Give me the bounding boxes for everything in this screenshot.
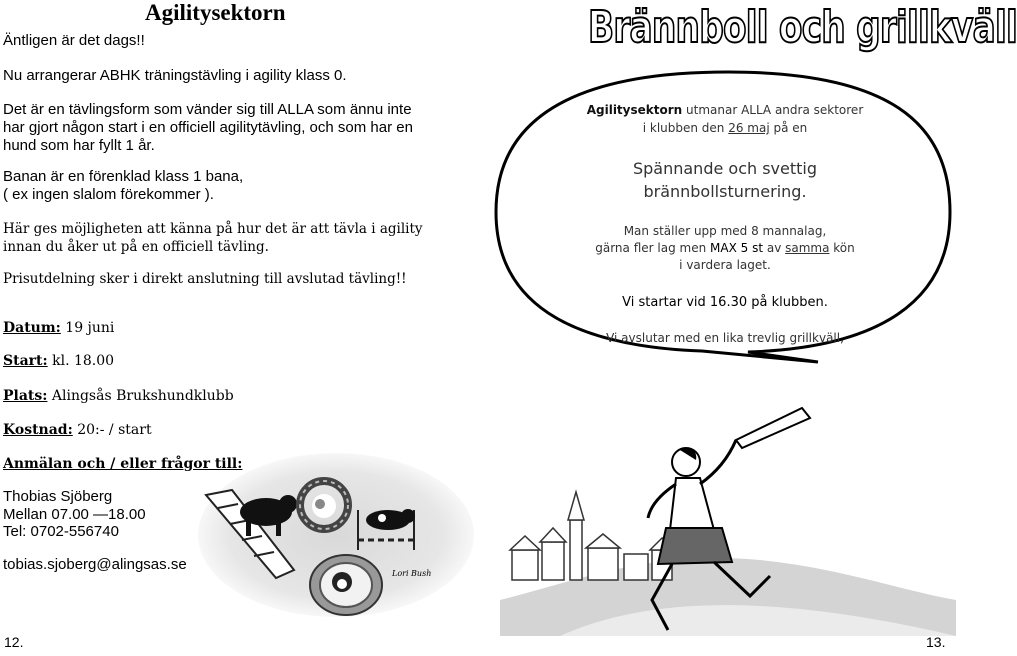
page-number-left: 12. (4, 634, 24, 650)
contact-phone: Tel: 0702-556740 (3, 523, 119, 540)
datum-value: 19 juni (60, 320, 115, 336)
kostnad-value: 20:- / start (72, 422, 152, 438)
tunnel (310, 555, 382, 615)
contact-hours: Mellan 07.00 —18.00 (3, 506, 146, 523)
paragraph-3-line: ( ex ingen slalom förekommer ). (3, 186, 214, 203)
paragraph-5: Prisutdelning sker i direkt anslutning till avslutad tävling!! (3, 271, 407, 287)
paragraph-2-line: Det är en tävlingsform som vänder sig till ALLA som ännu inte (3, 101, 412, 118)
datum-label: Datum: (3, 320, 61, 336)
start-row (3, 353, 114, 369)
batter-illustration (500, 400, 956, 636)
paragraph-2-line: har gjort någon start i en officiell agilitytävling, och som har en (3, 119, 413, 136)
bubble-line-9: Vi avslutar med en lika trevlig grillkväll, (606, 331, 844, 345)
bubble-line-4: brännbollsturnering. (643, 182, 807, 201)
contact-heading: Anmälan och / eller frågor till: (3, 456, 243, 472)
paragraph-2-line: hund som har fyllt 1 år. (3, 137, 155, 154)
bubble-line-8: Vi startar vid 16.30 på klubben. (622, 295, 828, 310)
event-title: Brännboll och grillkväll (588, 2, 1017, 53)
bubble-line-5: Man ställer upp med 8 mannalag, (623, 224, 827, 238)
bubble-line-6: gärna fler lag men MAX 5 st av samma kön (595, 241, 855, 255)
section-heading: Agilitysektorn (145, 0, 286, 25)
plats-value: Alingsås Brukshundklubb (47, 388, 234, 404)
bubble-line-3: Spännande och svettig (632, 159, 818, 178)
start-label: Start: (3, 353, 48, 369)
paragraph-4-line: innan du åker ut på en officiell tävling. (3, 239, 269, 255)
illustrator-signature: Lori Bush (392, 569, 432, 578)
start-value: kl. 18.00 (47, 353, 115, 369)
paragraph-3-line: Banan är en förenklad klass 1 bana, (3, 168, 244, 185)
bubble-line-2: i klubben den 26 maj på en (642, 121, 808, 135)
bubble-line-7: i vardera laget. (679, 258, 771, 272)
page-number-right: 13. (926, 634, 946, 650)
agility-dogs-illustration (196, 450, 476, 620)
paragraph-1: Nu arrangerar ABHK träningstävling i agility klass 0. (3, 67, 347, 84)
plats-label: Plats: (3, 388, 48, 404)
kostnad-label: Kostnad: (3, 422, 73, 438)
contact-email: tobias.sjoberg@alingsas.se (3, 556, 187, 573)
datum-row (3, 320, 114, 336)
paragraph-4-line: Här ges möjligheten att känna på hur det är att tävla i agility (3, 221, 423, 237)
kostnad-row (3, 422, 152, 438)
plats-row (3, 388, 234, 404)
bat (736, 408, 810, 448)
contact-name: Thobias Sjöberg (3, 488, 113, 505)
bubble-line-1: Agilitysektorn utmanar ALLA andra sektorer (586, 103, 864, 117)
intro-text: Äntligen är det dags!! (3, 32, 145, 49)
paragraph-2 (3, 101, 413, 155)
paragraph-4 (3, 220, 423, 256)
paragraph-3 (3, 168, 243, 204)
